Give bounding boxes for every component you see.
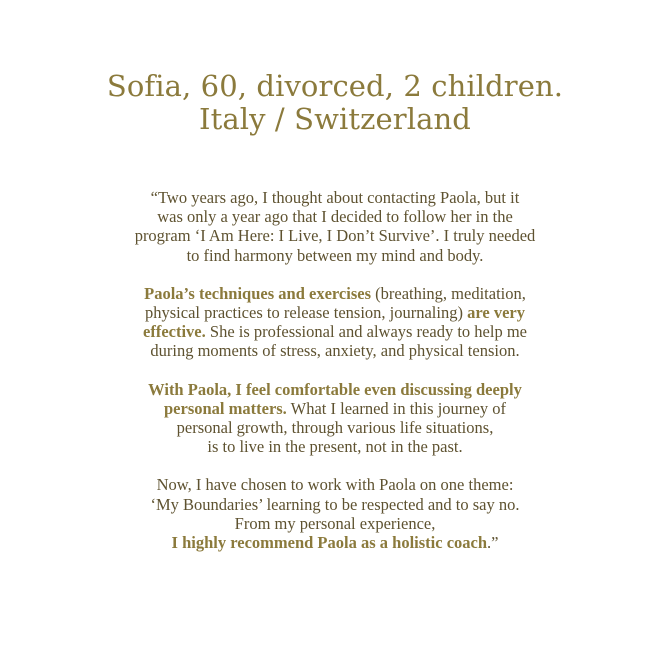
emphasis-text: effective. <box>143 322 206 342</box>
quote-line: is to live in the present, not in the past. <box>207 437 463 457</box>
quote-text: (breathing, meditation, <box>371 283 526 303</box>
quote-paragraph-4 <box>100 475 570 552</box>
quote-line: “Two years ago, I thought about contacting Paola, but it <box>150 188 520 207</box>
quote-line: Now, I have chosen to work with Paola on one theme: <box>156 475 514 495</box>
emphasis-text: I highly recommend Paola as a holistic coach <box>171 533 488 553</box>
quote-line: during moments of stress, anxiety, and physical tension. <box>150 341 520 361</box>
quote-line: program ‘I Am Here: I Live, I Don’t Survive’. I truly needed <box>134 226 536 246</box>
testimonial-heading <box>0 70 670 136</box>
quote-line <box>100 303 570 322</box>
quote-line: ‘My Boundaries’ learning to be respected and to say no. <box>150 494 520 514</box>
emphasis-text: Paola’s techniques and exercises <box>144 283 371 303</box>
quote-paragraph-3 <box>100 380 570 457</box>
quote-line <box>100 380 570 399</box>
emphasis-text: With Paola, I feel comfortable even discussing deeply <box>148 379 522 399</box>
quote-text: .” <box>487 533 499 553</box>
testimonial-quote <box>100 188 570 552</box>
quote-line <box>100 399 570 418</box>
quote-line <box>100 322 570 341</box>
emphasis-text: personal matters. <box>164 398 287 418</box>
client-location-line: Italy / Switzerland <box>199 102 471 136</box>
quote-text: physical practices to release tension, journaling) <box>145 303 468 323</box>
quote-line <box>100 284 570 303</box>
quote-line: personal growth, through various life situations, <box>176 418 494 438</box>
client-profile-line: Sofia, 60, divorced, 2 children. <box>106 69 564 103</box>
quote-paragraph-2 <box>100 284 570 361</box>
quote-text: She is professional and always ready to help me <box>205 322 527 342</box>
quote-line: From my personal experience, <box>234 513 436 533</box>
emphasis-text: are very <box>467 303 525 323</box>
quote-line: to find harmony between my mind and body. <box>186 245 484 265</box>
quote-text: What I learned in this journey of <box>286 398 506 418</box>
quote-paragraph-1 <box>100 188 570 265</box>
quote-line: was only a year ago that I decided to follow her in the <box>157 207 513 227</box>
quote-line <box>100 533 570 552</box>
